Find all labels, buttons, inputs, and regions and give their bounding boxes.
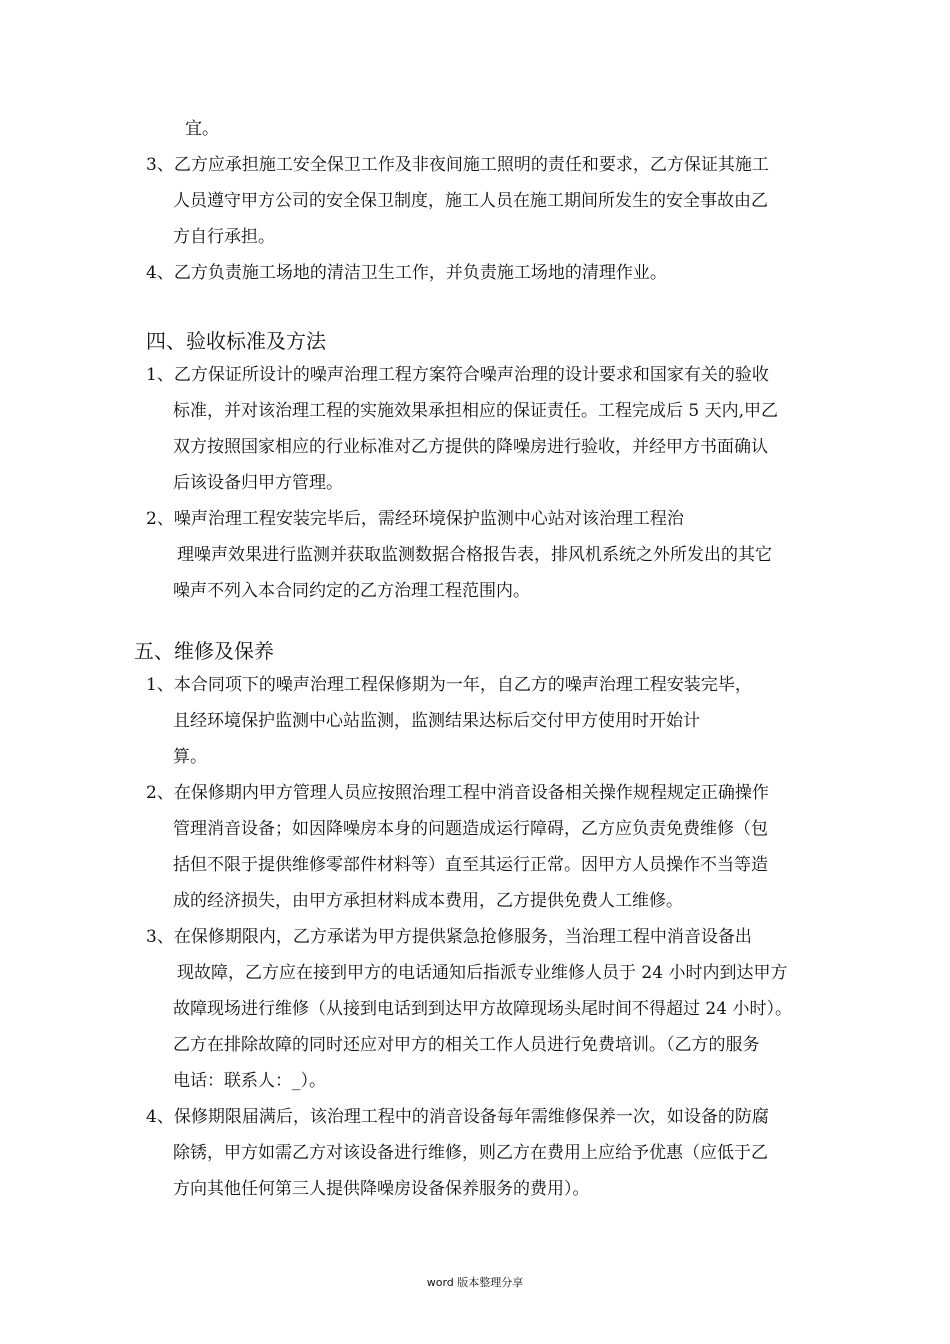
paragraph-line: 标准，并对该治理工程的实施效果承担相应的保证责任。工程完成后 5 天内,甲乙: [173, 401, 779, 421]
list-item-2: 2、在保修期内甲方管理人员应按照治理工程中消音设备相关操作规程规定正确操作: [146, 783, 769, 803]
paragraph-line: 且经环境保护监测中心站监测，监测结果达标后交付甲方使用时开始计: [173, 711, 700, 731]
paragraph-line: 理噪声效果进行监测并获取监测数据合格报告表，排风机系统之外所发出的其它: [177, 545, 772, 565]
paragraph-line: 噪声不列入本合同约定的乙方治理工程范围内。: [173, 581, 530, 601]
section-heading-maintenance: 五、维修及保养: [134, 639, 274, 663]
paragraph-line: 现故障，乙方应在接到甲方的电话通知后指派专业维修人员于 24 小时内到达甲方: [177, 963, 788, 983]
paragraph-line: 管理消音设备；如因降噪房本身的问题造成运行障碍，乙方应负责免费维修（包: [173, 819, 768, 839]
list-item-4: 4、乙方负责施工场地的清洁卫生工作，并负责施工场地的清理作业。: [146, 263, 667, 283]
list-item-3: 3、乙方应承担施工安全保卫工作及非夜间施工照明的责任和要求，乙方保证其施工: [146, 155, 769, 175]
list-item-2: 2、噪声治理工程安装完毕后，需经环境保护监测中心站对该治理工程治: [146, 509, 684, 529]
list-item-3: 3、在保修期限内，乙方承诺为甲方提供紧急抢修服务，当治理工程中消音设备出: [146, 927, 752, 947]
paragraph-line: 括但不限于提供维修零部件材料等）直至其运行正常。因甲方人员操作不当等造: [173, 855, 768, 875]
paragraph-line: 方向其他任何第三人提供降噪房设备保养服务的费用）。: [173, 1179, 590, 1199]
paragraph-line: 除锈，甲方如需乙方对该设备进行维修，则乙方在费用上应给予优惠（应低于乙: [173, 1143, 768, 1163]
list-item-1: 1、本合同项下的噪声治理工程保修期为一年，自乙方的噪声治理工程安装完毕，: [146, 675, 752, 695]
paragraph-line: 后该设备归甲方管理。: [173, 473, 343, 493]
paragraph-line: 双方按照国家相应的行业标准对乙方提供的降噪房进行验收，并经甲方书面确认: [173, 437, 768, 457]
paragraph-line: 成的经济损失，由甲方承担材料成本费用，乙方提供免费人工维修。: [173, 891, 683, 911]
paragraph-line: 宜。: [185, 119, 219, 139]
paragraph-line: 故障现场进行维修（从接到电话到到达甲方故障现场头尾时间不得超过 24 小时）。: [173, 999, 792, 1019]
paragraph-line: 人员遵守甲方公司的安全保卫制度，施工人员在施工期间所发生的安全事故由乙: [173, 191, 768, 211]
paragraph-line: 方自行承担。: [173, 227, 275, 247]
page-footer: word 版本整理分享: [426, 1276, 524, 1289]
paragraph-line: 算。: [173, 747, 207, 767]
list-item-1: 1、乙方保证所设计的噪声治理工程方案符合噪声治理的设计要求和国家有关的验收: [146, 365, 769, 385]
section-heading-acceptance: 四、验收标准及方法: [146, 329, 326, 353]
paragraph-line: 乙方在排除故障的同时还应对甲方的相关工作人员进行免费培训。（乙方的服务: [173, 1035, 760, 1055]
list-item-4: 4、保修期限届满后，该治理工程中的消音设备每年需维修保养一次，如设备的防腐: [146, 1107, 769, 1127]
paragraph-line: 电话：联系人：_）。: [173, 1071, 326, 1091]
